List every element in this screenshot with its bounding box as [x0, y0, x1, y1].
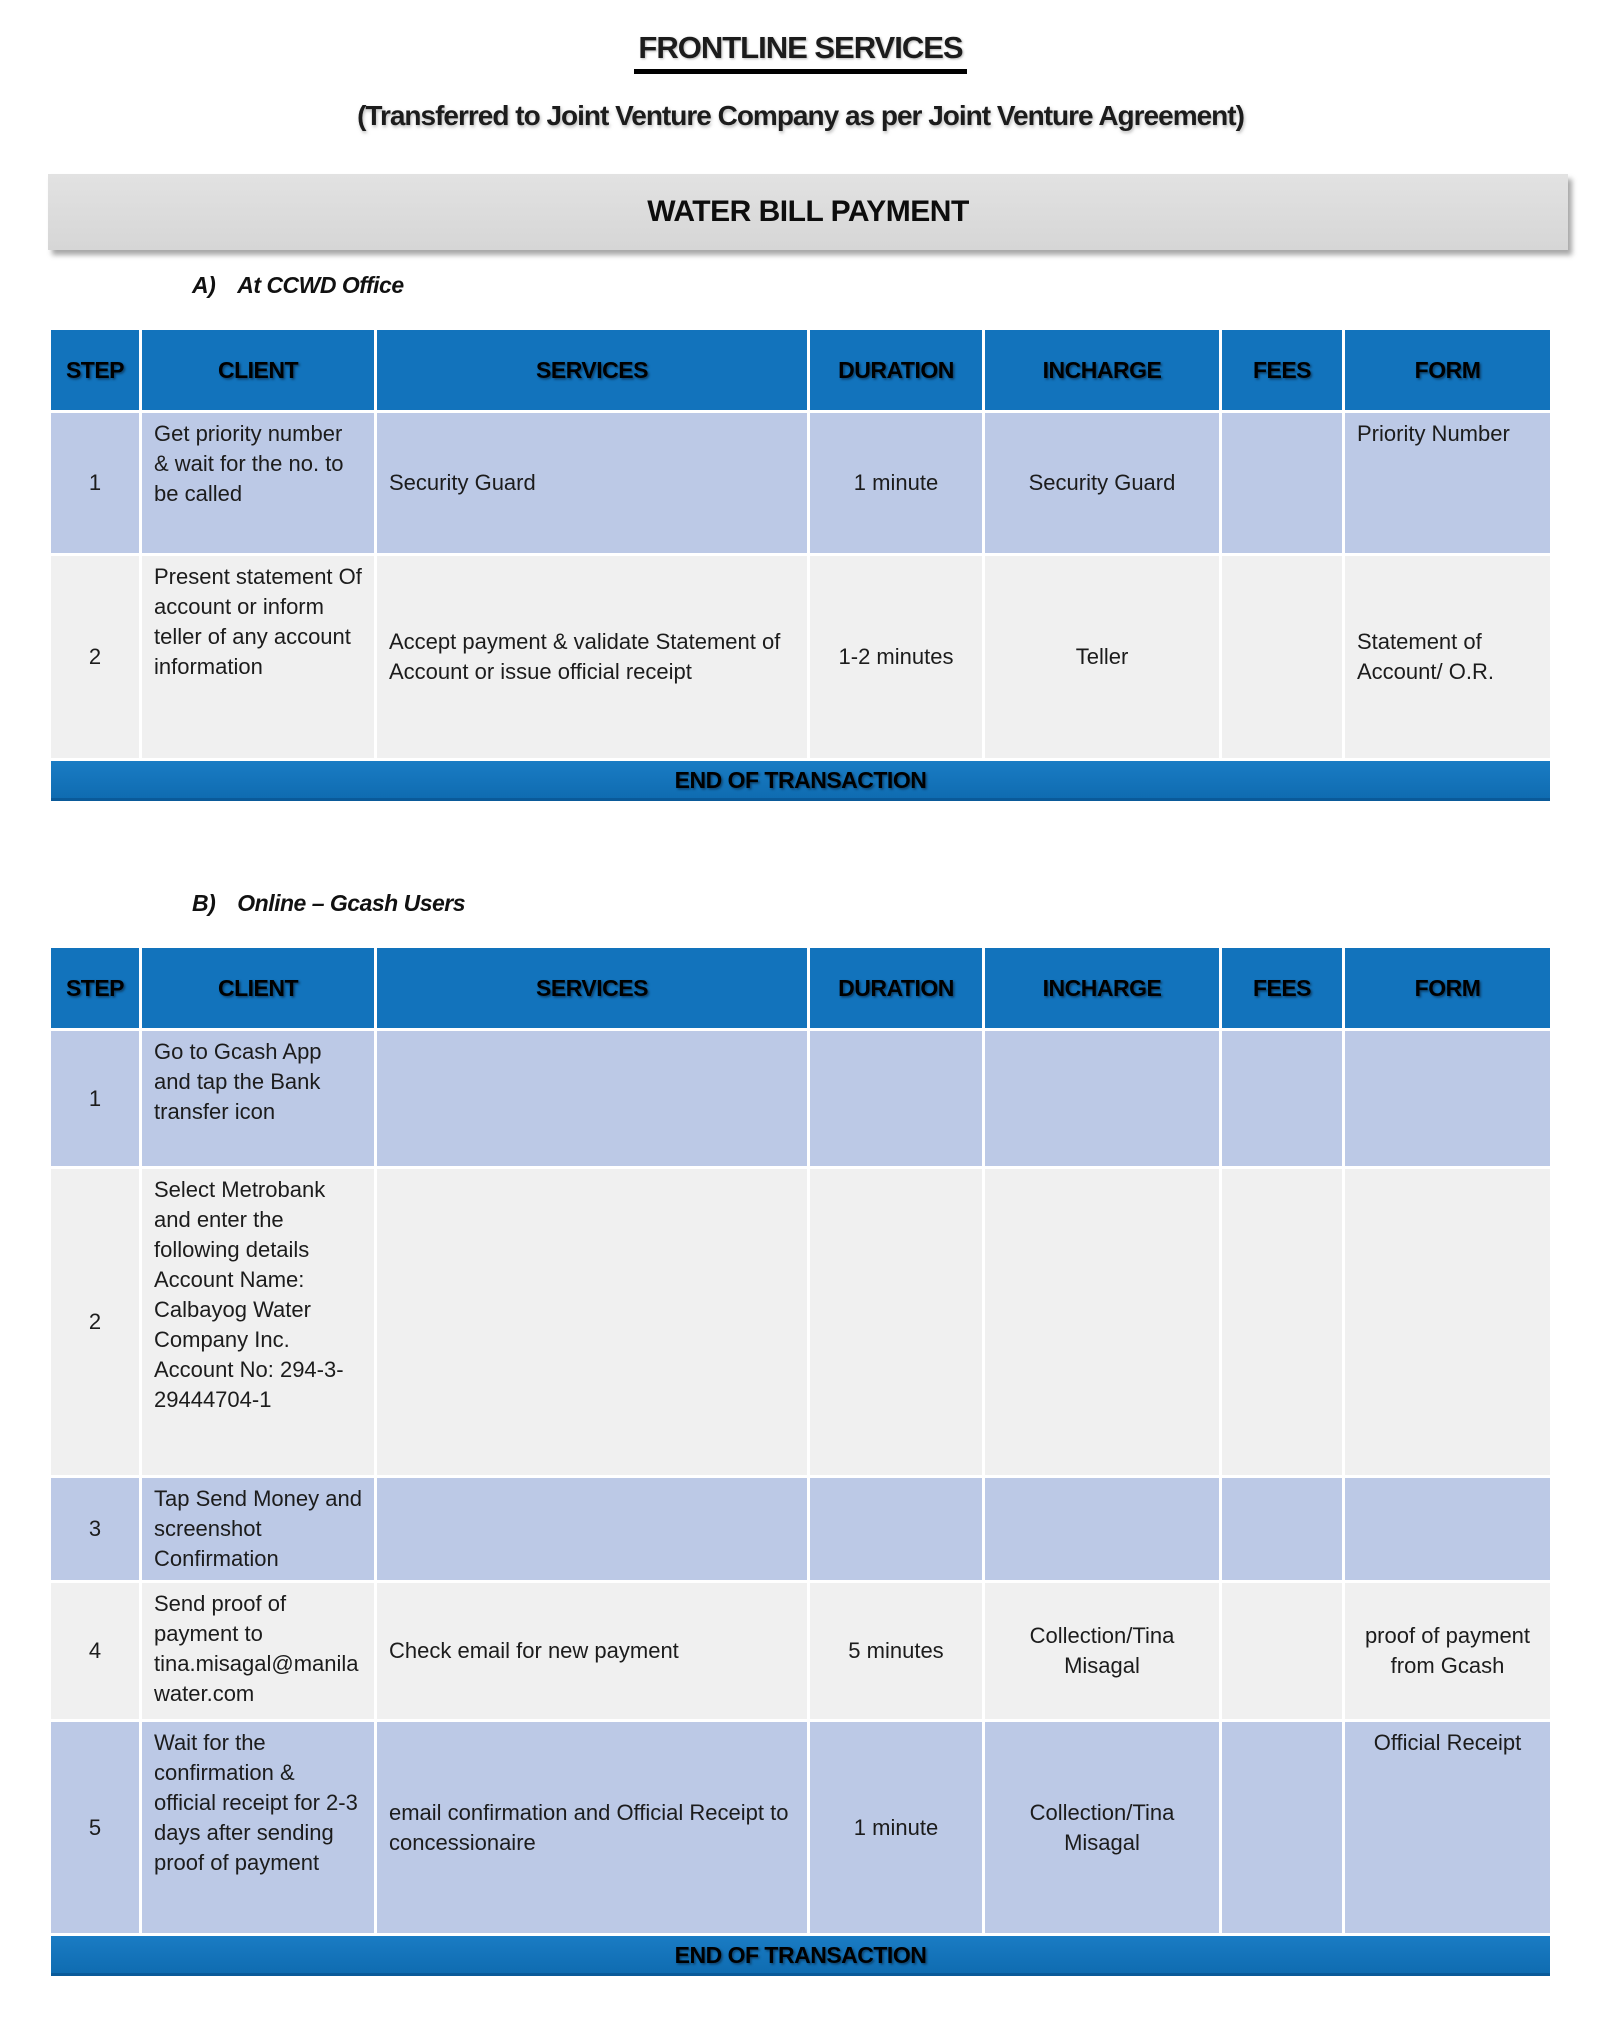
- table-online-gcash: [48, 945, 1553, 1979]
- b2-step: 2: [51, 1169, 139, 1475]
- col-header-duration: DURATION: [810, 330, 982, 410]
- b1-form: [1345, 1031, 1550, 1166]
- b5-form: Official Receipt: [1345, 1722, 1550, 1933]
- b5-services: email confirmation and Official Receipt to concessionaire: [377, 1722, 807, 1933]
- a1-form: Priority Number: [1345, 413, 1550, 553]
- section-a-label: A): [192, 272, 216, 298]
- b5-fees: [1222, 1722, 1342, 1933]
- b4-step: 4: [51, 1583, 139, 1719]
- b4-form: proof of payment from Gcash: [1345, 1583, 1550, 1719]
- b2-fees: [1222, 1169, 1342, 1475]
- b4-client: Send proof of payment to tina.misagal@manilawater.com: [142, 1583, 374, 1719]
- b1-step: 1: [51, 1031, 139, 1166]
- section-b-title: Online – Gcash Users: [237, 890, 466, 916]
- table-row: [51, 413, 1550, 553]
- b3-step: 3: [51, 1478, 139, 1580]
- b4-incharge: Collection/Tina Misagal: [985, 1583, 1219, 1719]
- col-header-duration: DURATION: [810, 948, 982, 1028]
- b4-fees: [1222, 1583, 1342, 1719]
- table-ccwd-office: [48, 327, 1553, 804]
- col-header-incharge: INCHARGE: [985, 330, 1219, 410]
- b1-incharge: [985, 1031, 1219, 1166]
- table-row: [51, 1583, 1550, 1719]
- b3-fees: [1222, 1478, 1342, 1580]
- col-header-step: STEP: [51, 948, 139, 1028]
- table-row: [51, 556, 1550, 758]
- col-header-client: CLIENT: [142, 330, 374, 410]
- col-header-fees: FEES: [1222, 948, 1342, 1028]
- a2-form: Statement of Account/ O.R.: [1345, 556, 1550, 758]
- page-title-text: FRONTLINE SERVICES: [634, 30, 966, 74]
- table-row: [51, 1478, 1550, 1580]
- b3-incharge: [985, 1478, 1219, 1580]
- a2-duration: 1-2 minutes: [810, 556, 982, 758]
- a2-fees: [1222, 556, 1342, 758]
- a1-step: 1: [51, 413, 139, 553]
- col-header-services: SERVICES: [377, 948, 807, 1028]
- b1-fees: [1222, 1031, 1342, 1166]
- page-subtitle: (Transferred to Joint Venture Company as per Joint Venture Agreement): [357, 100, 1244, 131]
- a1-services: Security Guard: [377, 413, 807, 553]
- b5-client: Wait for the confirmation & official receipt for 2-3 days after sending proof of payment: [142, 1722, 374, 1933]
- a2-client: Present statement Of account or inform teller of any account information: [142, 556, 374, 758]
- b5-step: 5: [51, 1722, 139, 1933]
- col-header-step: STEP: [51, 330, 139, 410]
- section-a-title: At CCWD Office: [237, 272, 404, 298]
- col-header-fees: FEES: [1222, 330, 1342, 410]
- col-header-incharge: INCHARGE: [985, 948, 1219, 1028]
- col-header-form: FORM: [1345, 948, 1550, 1028]
- b1-duration: [810, 1031, 982, 1166]
- b2-services: [377, 1169, 807, 1475]
- b3-form: [1345, 1478, 1550, 1580]
- b2-incharge: [985, 1169, 1219, 1475]
- a1-duration: 1 minute: [810, 413, 982, 553]
- a1-fees: [1222, 413, 1342, 553]
- b3-duration: [810, 1478, 982, 1580]
- table-a-footer-row: [51, 761, 1550, 801]
- table-row: [51, 1169, 1550, 1475]
- b5-incharge: Collection/Tina Misagal: [985, 1722, 1219, 1933]
- table-row: [51, 1031, 1550, 1166]
- a2-services: Accept payment & validate Statement of Account or issue official receipt: [377, 556, 807, 758]
- page-title: [0, 30, 1601, 74]
- b2-form: [1345, 1169, 1550, 1475]
- b1-client: Go to Gcash App and tap the Bank transfer icon: [142, 1031, 374, 1166]
- b1-services: [377, 1031, 807, 1166]
- b2-client: Select Metrobank and enter the following details Account Name: Calbayog Water Company Inc. Account No: 294-3-29444704-1: [142, 1169, 374, 1475]
- b2-duration: [810, 1169, 982, 1475]
- col-header-client: CLIENT: [142, 948, 374, 1028]
- a2-step: 2: [51, 556, 139, 758]
- end-of-transaction-bar: END OF TRANSACTION: [51, 761, 1550, 801]
- table-b-header-row: [51, 948, 1550, 1028]
- a1-client: Get priority number & wait for the no. to be called: [142, 413, 374, 553]
- a1-incharge: Security Guard: [985, 413, 1219, 553]
- end-of-transaction-bar: END OF TRANSACTION: [51, 1936, 1550, 1976]
- table-a-header-row: [51, 330, 1550, 410]
- b5-duration: 1 minute: [810, 1722, 982, 1933]
- b3-client: Tap Send Money and screenshot Confirmation: [142, 1478, 374, 1580]
- b3-services: [377, 1478, 807, 1580]
- water-bill-payment-banner: WATER BILL PAYMENT: [48, 174, 1568, 250]
- col-header-form: FORM: [1345, 330, 1550, 410]
- b4-duration: 5 minutes: [810, 1583, 982, 1719]
- table-b-footer-row: [51, 1936, 1550, 1976]
- section-b-label: B): [192, 890, 216, 916]
- section-b-heading: [192, 890, 465, 917]
- b4-services: Check email for new payment: [377, 1583, 807, 1719]
- col-header-services: SERVICES: [377, 330, 807, 410]
- table-row: [51, 1722, 1550, 1933]
- section-a-heading: [192, 272, 404, 299]
- a2-incharge: Teller: [985, 556, 1219, 758]
